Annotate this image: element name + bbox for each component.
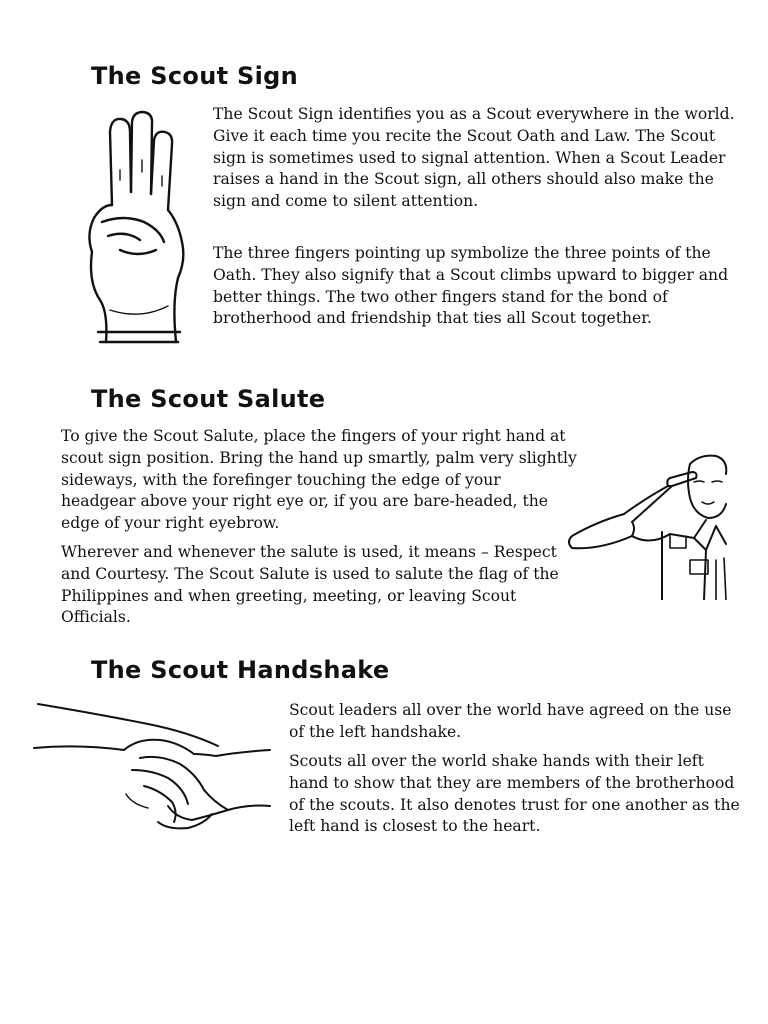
saluting-scout-illustration (566, 452, 728, 600)
scout-salute-paragraph-2: Wherever and whenever the salute is used, it means – Respect and Courtesy. The Scout Salute is used to salute the flag of the Philippines and when greeting, meeting, or leaving Scout Officials. (61, 543, 559, 627)
scout-sign-paragraph-2: The three fingers pointing up symbolize the three points of the Oath. They also signify that a Scout climbs upward to bigger and better things. The two other fingers stand for the bond of brotherhood and friendship that ties all Scout together. (213, 244, 729, 328)
scout-sign-paragraph-1: The Scout Sign identifies you as a Scout everywhere in the world. Give it each time you recite the Scout Oath and Law. The Scout sign is sometimes used to signal attention. When a Scout Leader raises a hand in the Scout sign, all others should also make the sign and come to silent attention. (213, 105, 735, 211)
section-title-scout-sign: The Scout Sign (91, 62, 298, 90)
scout-sign-hand-illustration (80, 110, 195, 345)
scout-handshake-paragraph-2: Scouts all over the world shake hands with their left hand to show that they are members of the brotherhood of the scouts. It also denotes trust for one another as the left hand is closest to the heart. (289, 752, 740, 836)
scout-handshake-paragraph-1: Scout leaders all over the world have agreed on the use of the left handshake. (289, 701, 732, 741)
section-title-scout-handshake: The Scout Handshake (91, 656, 390, 684)
section-title-scout-salute: The Scout Salute (91, 385, 326, 413)
left-handshake-illustration (28, 694, 273, 844)
scout-salute-paragraph-1: To give the Scout Salute, place the fingers of your right hand at scout sign position. Bring the hand up smartly, palm very slightly sideways, with the forefinger touching the edge of your headgear above your right eye or, if you are bare-headed, the edge of your right eyebrow. (61, 427, 577, 533)
